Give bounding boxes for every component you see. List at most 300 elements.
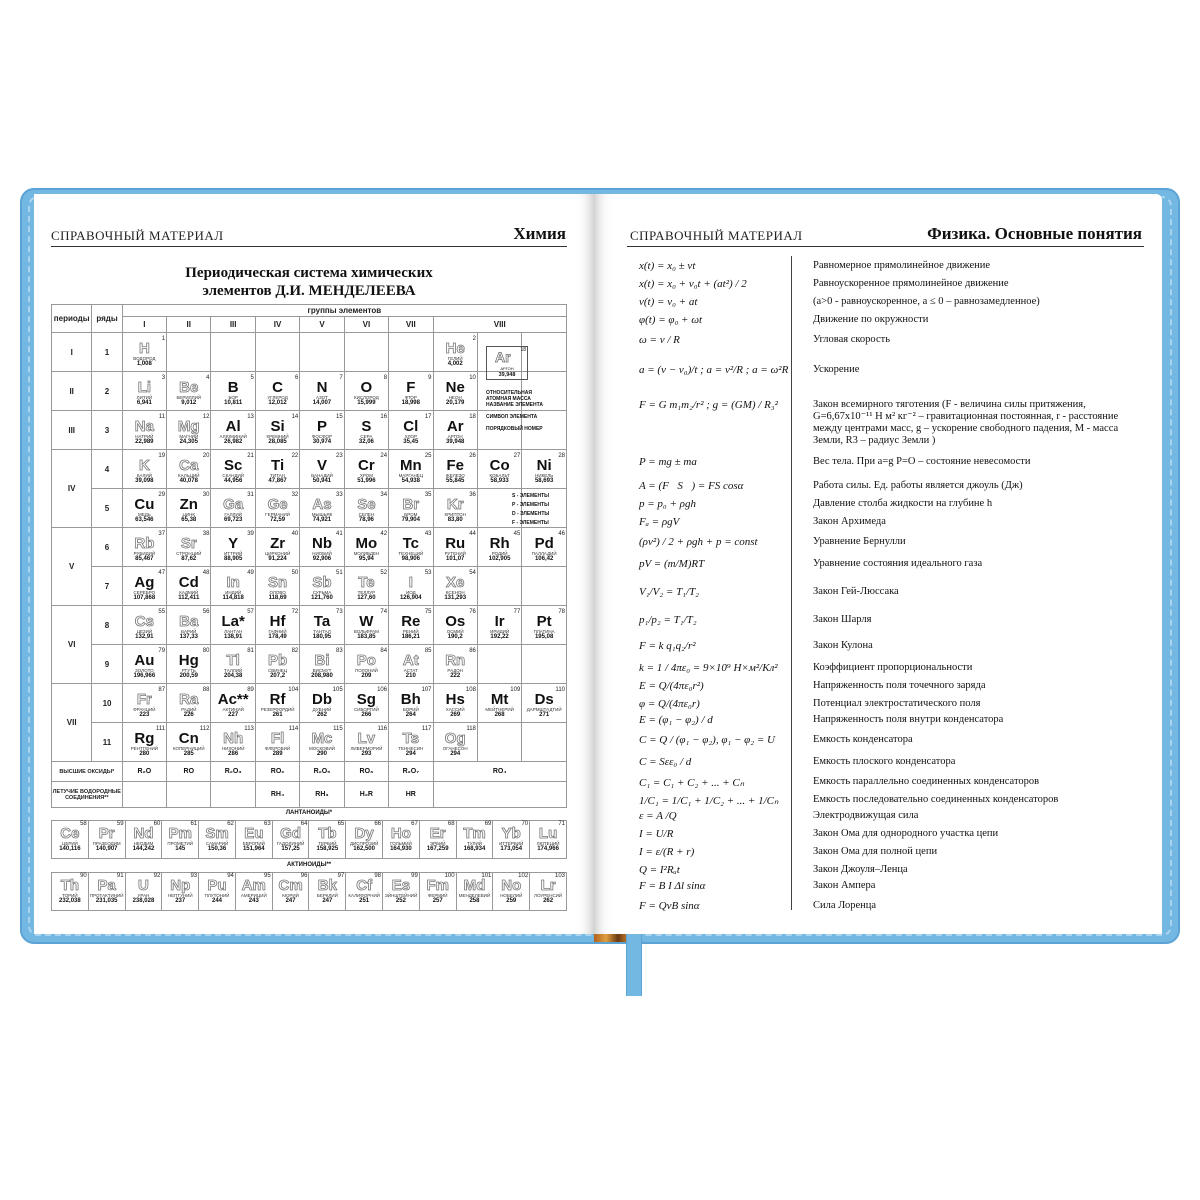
table-cell — [122, 411, 166, 450]
table-cell — [389, 333, 433, 372]
atomic-mass: 196,966 — [133, 673, 156, 679]
element-name: ФОСФОР — [311, 434, 333, 439]
element-cell — [345, 648, 388, 680]
element-symbol: Fl — [270, 730, 285, 747]
element-cell — [389, 570, 432, 602]
atomic-number: 115 — [333, 726, 343, 732]
atomic-mass: 247 — [322, 898, 333, 904]
element-name: ЗОЛОТО — [135, 668, 154, 673]
group-header-5: V — [300, 317, 344, 333]
formula: C = Sεε₀ / d — [639, 756, 692, 768]
atomic-number: 71 — [558, 821, 565, 827]
legend-caption: ОТНОСИТЕЛЬНАЯ АТОМНАЯ МАССА — [486, 390, 532, 402]
atomic-mass: 150,36 — [207, 846, 227, 852]
atomic-number: 32 — [291, 492, 299, 498]
title-line-1: Периодическая система химических — [185, 265, 433, 281]
table-cell — [389, 723, 433, 762]
formula: P = mg ± ma — [639, 456, 697, 468]
atomic-number: 70 — [521, 821, 529, 827]
atomic-number: 24 — [380, 453, 388, 459]
table-cell — [346, 821, 383, 859]
atomic-mass: 271 — [539, 712, 550, 718]
element-cell — [434, 570, 477, 602]
table-cell — [88, 873, 125, 911]
element-name: ПОЛОНИЙ — [354, 668, 378, 673]
element-cell — [52, 821, 88, 858]
table-cell — [300, 489, 344, 528]
element-symbol: Pd — [534, 535, 554, 552]
atomic-mass: 268 — [494, 712, 505, 718]
atomic-number: 66 — [374, 821, 382, 827]
group-header-1: I — [122, 317, 166, 333]
formula-description: Уравнение состояния идеального газа — [813, 558, 983, 569]
atomic-mass: 137,33 — [179, 634, 198, 640]
element-symbol: Kr — [446, 496, 464, 513]
element-name: МЕНДЕЛЕВИЙ — [458, 893, 491, 898]
element-name: УГЛЕРОД — [267, 395, 288, 400]
element-cell — [256, 648, 299, 680]
table-cell — [167, 567, 211, 606]
atomic-number: 73 — [336, 609, 343, 615]
element-symbol: Rf — [269, 691, 286, 708]
element-symbol: Os — [445, 613, 466, 630]
legend-type: P - ЭЛЕМЕНТЫ — [512, 502, 549, 508]
element-name: БАРИЙ — [181, 629, 197, 634]
table-cell — [419, 821, 456, 859]
atomic-mass: 51,996 — [357, 478, 376, 484]
atomic-number: 67 — [411, 821, 418, 827]
atomic-mass: 44,956 — [223, 478, 243, 484]
element-symbol: I — [408, 574, 413, 591]
atomic-mass: 95,94 — [358, 556, 374, 562]
atomic-mass: 243 — [248, 898, 259, 904]
table-cell — [309, 821, 346, 859]
element-cell — [256, 531, 299, 563]
element-name: НОБЕЛИЙ — [500, 893, 523, 898]
element-cell — [167, 414, 210, 446]
element-symbol: At — [402, 652, 419, 669]
element-symbol: Ru — [445, 535, 466, 552]
atomic-number: 68 — [447, 821, 455, 827]
table-cell — [300, 528, 344, 567]
title-line-2: элементов Д.И. МЕНДЕЛЕЕВА — [202, 283, 416, 299]
element-cell — [389, 492, 432, 524]
table-cell — [530, 873, 567, 911]
atomic-number: 44 — [469, 531, 476, 537]
element-name: РЕЗЕРФОРДИЙ — [260, 707, 295, 712]
element-name: КАДМИЙ — [179, 590, 199, 595]
element-name: ТАНТАЛ — [313, 629, 331, 634]
element-cell — [167, 531, 210, 563]
element-cell — [123, 492, 166, 524]
element-name: ЦЕЗИЙ — [136, 629, 153, 634]
atomic-number: 34 — [380, 492, 388, 498]
element-symbol: Mc — [311, 730, 333, 747]
left-page-chemistry — [34, 194, 594, 934]
element-symbol: Ds — [534, 691, 554, 708]
atomic-mass: 157,25 — [281, 846, 300, 852]
atomic-mass: 244 — [212, 898, 223, 904]
atomic-mass: 91,224 — [268, 556, 287, 562]
table-cell — [167, 645, 211, 684]
element-name: НЕПТУНИЙ — [167, 893, 193, 898]
element-symbol: Hs — [445, 691, 465, 708]
table-cell — [419, 873, 456, 911]
atomic-mass: 118,69 — [268, 595, 287, 601]
atomic-number: 88 — [202, 687, 210, 693]
element-cell — [389, 453, 432, 485]
atomic-number: 6 — [294, 375, 299, 381]
atomic-mass: 237 — [175, 898, 186, 904]
header-rule — [51, 246, 567, 247]
element-symbol: Pr — [98, 825, 115, 842]
element-cell — [123, 726, 166, 758]
formula: I = ε/(R + r) — [639, 846, 695, 858]
atomic-mass: 63,546 — [135, 517, 154, 523]
atomic-number: 13 — [247, 414, 254, 420]
period-label: II — [52, 372, 92, 411]
element-cell — [493, 821, 529, 858]
atomic-number: 10 — [469, 375, 476, 381]
element-name: ГОЛЬМИЙ — [390, 841, 412, 846]
row-number: 5 — [92, 489, 122, 528]
element-name: ПЛУТОНИЙ — [204, 893, 230, 898]
atomic-number: 96 — [300, 873, 308, 879]
element-cell — [478, 687, 521, 719]
element-symbol: Ne — [445, 379, 465, 396]
element-symbol: He — [445, 340, 465, 357]
table-cell — [344, 606, 388, 645]
element-cell — [211, 726, 254, 758]
table-cell — [344, 411, 388, 450]
element-name: КАЛЬЦИЙ — [178, 473, 200, 478]
header-reference-label: СПРАВОЧНЫЙ МАТЕРИАЛ — [51, 228, 224, 243]
atomic-number: 48 — [202, 570, 210, 576]
element-cell — [167, 648, 210, 680]
table-cell — [122, 782, 166, 808]
element-name: ПЛАТИНА — [533, 629, 555, 634]
atomic-mass: 12,012 — [268, 400, 287, 406]
element-symbol: Nb — [311, 535, 332, 552]
atomic-mass: 195,08 — [534, 634, 554, 640]
element-name: СЕРА — [360, 434, 373, 439]
group-header-4: IV — [255, 317, 299, 333]
element-symbol: Gd — [280, 825, 301, 842]
table-cell — [52, 821, 89, 859]
element-name: ФЛЕРОВИЙ — [265, 746, 291, 751]
element-cell — [345, 531, 388, 563]
table-cell — [300, 567, 344, 606]
atomic-mass: 210 — [405, 673, 416, 679]
formula-description: Работа силы. Ед. работы является джоуль (Дж) — [813, 480, 1023, 491]
element-cell — [123, 570, 166, 602]
element-name: ЛЮТЕЦИЙ — [536, 841, 560, 846]
formula-description: (a>0 - равноускоренное, a ≤ 0 – равнозамедленное) — [813, 296, 1040, 307]
formula-description: Движение по окружности — [813, 314, 929, 325]
table-cell — [433, 372, 477, 411]
element-symbol: Cs — [134, 613, 154, 630]
element-name: ГАЛЛИЙ — [224, 512, 242, 517]
atomic-number: 51 — [336, 570, 343, 576]
table-cell — [122, 684, 166, 723]
periodic-table-title — [51, 264, 567, 300]
atomic-mass: 293 — [361, 751, 372, 757]
element-symbol: Sb — [312, 574, 332, 591]
element-name: НИХОНИЙ — [221, 746, 245, 751]
atomic-mass: 264 — [405, 712, 416, 718]
element-cell — [167, 687, 210, 719]
element-symbol: Np — [170, 877, 191, 894]
element-symbol: Rb — [134, 535, 155, 552]
atomic-number: 93 — [190, 873, 198, 879]
table-cell — [167, 372, 211, 411]
formula-description: Электродвижущая сила — [813, 810, 919, 821]
formula-description: Закон Кулона — [813, 640, 873, 651]
legend-number: 18 — [520, 347, 526, 353]
atomic-mass: 50,941 — [312, 478, 332, 484]
element-symbol: Ag — [134, 574, 155, 591]
element-name: ЕВРОПИЙ — [242, 841, 265, 846]
element-symbol: Pa — [97, 877, 116, 894]
element-symbol: Au — [134, 652, 155, 669]
formula-description: Закон Шарля — [813, 614, 872, 625]
element-symbol: Re — [401, 613, 421, 630]
element-symbol: O — [360, 379, 373, 396]
atomic-number: 94 — [227, 873, 234, 879]
element-name: СЕЛЕН — [358, 512, 375, 517]
atomic-mass: 20,179 — [446, 400, 465, 406]
atomic-number: 76 — [469, 609, 476, 615]
element-cell — [123, 609, 166, 641]
atomic-mass: 55,845 — [446, 478, 465, 484]
atomic-mass: 127,60 — [357, 595, 376, 601]
atomic-mass: 231,035 — [95, 898, 118, 904]
atomic-number: 27 — [513, 453, 521, 459]
atomic-number: 98 — [374, 873, 382, 879]
element-name: СТРОНЦИЙ — [176, 551, 202, 556]
atomic-mass: 112,411 — [178, 595, 200, 601]
legend-name: АРГОН — [500, 366, 514, 371]
atomic-number: 60 — [153, 821, 161, 827]
element-name: КЮРИЙ — [282, 893, 299, 898]
atomic-mass: 262 — [316, 712, 327, 718]
atomic-mass: 200,59 — [179, 673, 198, 679]
element-cell — [300, 726, 343, 758]
table-cell — [167, 782, 211, 808]
element-cell — [273, 821, 309, 858]
atomic-number: 20 — [202, 453, 210, 459]
formula: p₁/p₂ = T₁/T₂ — [639, 614, 697, 626]
element-cell — [346, 821, 382, 858]
element-name: ИОД — [405, 590, 416, 595]
atomic-number: 12 — [202, 414, 210, 420]
element-cell — [530, 821, 566, 858]
oxide-formula: RO₄ — [433, 762, 567, 782]
element-cell — [52, 873, 88, 910]
element-name: МАГНИЙ — [179, 434, 199, 439]
atomic-number: 19 — [158, 453, 166, 459]
element-name: БРОМ — [404, 512, 418, 517]
hydrides-label: ЛЕТУЧИЕ ВОДОРОДНЫЕ СОЕДИНЕНИЯ** — [52, 782, 123, 808]
element-name: ИТТРИЙ — [224, 551, 243, 556]
table-cell — [255, 645, 299, 684]
table-cell — [477, 450, 521, 489]
element-cell — [457, 873, 493, 910]
atomic-mass: 186,21 — [401, 634, 420, 640]
atomic-number: 74 — [380, 609, 388, 615]
table-cell — [122, 606, 166, 645]
element-cell — [236, 873, 272, 910]
table-cell — [300, 450, 344, 489]
atomic-mass: 294 — [405, 751, 416, 757]
element-cell — [434, 336, 477, 368]
element-cell — [123, 531, 166, 563]
row-number: 6 — [92, 528, 122, 567]
row-number: 3 — [92, 411, 122, 450]
element-cell — [256, 492, 299, 524]
group-header-6: VI — [344, 317, 388, 333]
element-name: НИКЕЛЬ — [535, 473, 554, 478]
atomic-mass: 290 — [316, 751, 327, 757]
element-symbol: Rn — [445, 652, 466, 669]
table-cell — [389, 684, 433, 723]
table-cell — [522, 684, 567, 723]
element-symbol: Hf — [269, 613, 286, 630]
atomic-mass: 32,06 — [358, 439, 374, 445]
table-cell — [167, 723, 211, 762]
element-symbol: Ar — [446, 418, 464, 435]
table-cell — [255, 372, 299, 411]
element-symbol: Mn — [399, 457, 422, 474]
element-cell — [300, 453, 343, 485]
table-cell — [300, 684, 344, 723]
atomic-number: 54 — [469, 570, 476, 576]
formula-description: Уравнение Бернулли — [813, 536, 906, 547]
element-name: ГЕЛИЙ — [447, 356, 463, 361]
element-cell — [256, 375, 299, 407]
table-cell — [389, 567, 433, 606]
formula: a = (v − v₀)/t ; a = v²/R ; a = ω²R — [639, 364, 789, 376]
atomic-mass: 173,054 — [500, 846, 523, 852]
element-cell — [256, 570, 299, 602]
element-cell — [167, 375, 210, 407]
atomic-mass: 114,818 — [222, 595, 244, 601]
element-cell — [123, 375, 166, 407]
formula-description: Закон Архимеда — [813, 516, 886, 527]
element-name: ЛИВЕРМОРИЙ — [350, 746, 383, 751]
element-cell — [211, 375, 254, 407]
element-name: ЭЙНШТЕЙНИЙ — [384, 893, 418, 898]
element-name: ТИТАН — [270, 473, 285, 478]
element-cell — [309, 873, 345, 910]
atomic-mass: 72,59 — [270, 517, 286, 523]
atomic-mass: 18,998 — [401, 400, 420, 406]
atomic-number: 100 — [444, 873, 455, 879]
element-symbol: Bi — [314, 652, 330, 669]
atomic-mass: 74,921 — [312, 517, 332, 523]
element-name: КАЛИЙ — [136, 473, 152, 478]
atomic-number: 36 — [469, 492, 476, 498]
formula: ω = v / R — [639, 334, 680, 346]
atomic-number: 39 — [247, 531, 254, 537]
element-cell — [478, 453, 521, 485]
element-symbol: Bh — [400, 691, 421, 708]
formula-description: Вес тела. При a=g P=O – состояние невесомости — [813, 456, 1031, 467]
oxide-formula: R₂O — [122, 762, 166, 782]
table-cell — [344, 684, 388, 723]
element-cell — [300, 492, 343, 524]
element-name: НИОБИЙ — [312, 551, 332, 556]
table-cell — [433, 528, 477, 567]
element-name: ИРИДИЙ — [490, 629, 510, 634]
element-name: РЕНИЙ — [402, 629, 419, 634]
element-name: ЖЕЛЕЗО — [445, 473, 465, 478]
row-number: 1 — [92, 333, 122, 372]
table-cell — [344, 723, 388, 762]
atomic-mass: 144,242 — [132, 846, 155, 852]
table-cell — [344, 450, 388, 489]
table-cell — [493, 873, 530, 911]
table-cell — [300, 411, 344, 450]
element-name: ГАДОЛИНИЙ — [276, 841, 305, 846]
atomic-mass: 247 — [285, 898, 296, 904]
table-cell — [255, 606, 299, 645]
element-cell — [420, 873, 456, 910]
legend-caption: ПОРЯДКОВЫЙ НОМЕР — [486, 426, 543, 432]
element-name: СЕРЕБРО — [133, 590, 156, 595]
element-symbol: Fm — [426, 877, 449, 894]
table-cell — [433, 606, 477, 645]
table-cell — [211, 645, 255, 684]
element-cell — [211, 570, 254, 602]
atomic-number: 81 — [247, 648, 254, 654]
table-cell — [211, 372, 255, 411]
oxide-formula: R₂O₅ — [300, 762, 344, 782]
atomic-number: 31 — [247, 492, 254, 498]
atomic-number: 72 — [291, 609, 299, 615]
element-symbol: Tb — [318, 825, 337, 842]
atomic-mass: 98,906 — [401, 556, 420, 562]
element-cell — [199, 821, 235, 858]
formula-description: Напряженность поля внутри конденсатора — [813, 714, 1004, 725]
element-name: ХАССИЙ — [445, 707, 465, 712]
element-cell — [420, 821, 456, 858]
table-cell — [300, 723, 344, 762]
element-name: ПРОТАКТИНИЙ — [89, 893, 124, 898]
element-name: ФЕРМИЙ — [427, 893, 448, 898]
atomic-mass: 294 — [450, 751, 461, 757]
atomic-mass: 178,49 — [268, 634, 287, 640]
element-name: КРИПТОН — [444, 512, 466, 517]
row-number: 8 — [92, 606, 122, 645]
element-symbol: Ce — [60, 825, 80, 842]
element-symbol: Rg — [134, 730, 155, 747]
element-name: ТЕННЕСИН — [398, 746, 424, 751]
element-name: ОЛОВО — [269, 590, 286, 595]
table-cell — [199, 873, 236, 911]
table-cell — [389, 645, 433, 684]
element-cell — [211, 687, 254, 719]
atomic-mass: 28,085 — [268, 439, 287, 445]
legend-sample-element — [486, 346, 528, 380]
atomic-mass: 280 — [139, 751, 150, 757]
table-cell — [167, 450, 211, 489]
element-name: БОРИЙ — [402, 707, 419, 712]
table-cell — [389, 411, 433, 450]
atomic-number: 17 — [424, 414, 432, 420]
atomic-mass: 261 — [272, 712, 283, 718]
formula-description: Закон Гей-Люссака — [813, 586, 899, 597]
